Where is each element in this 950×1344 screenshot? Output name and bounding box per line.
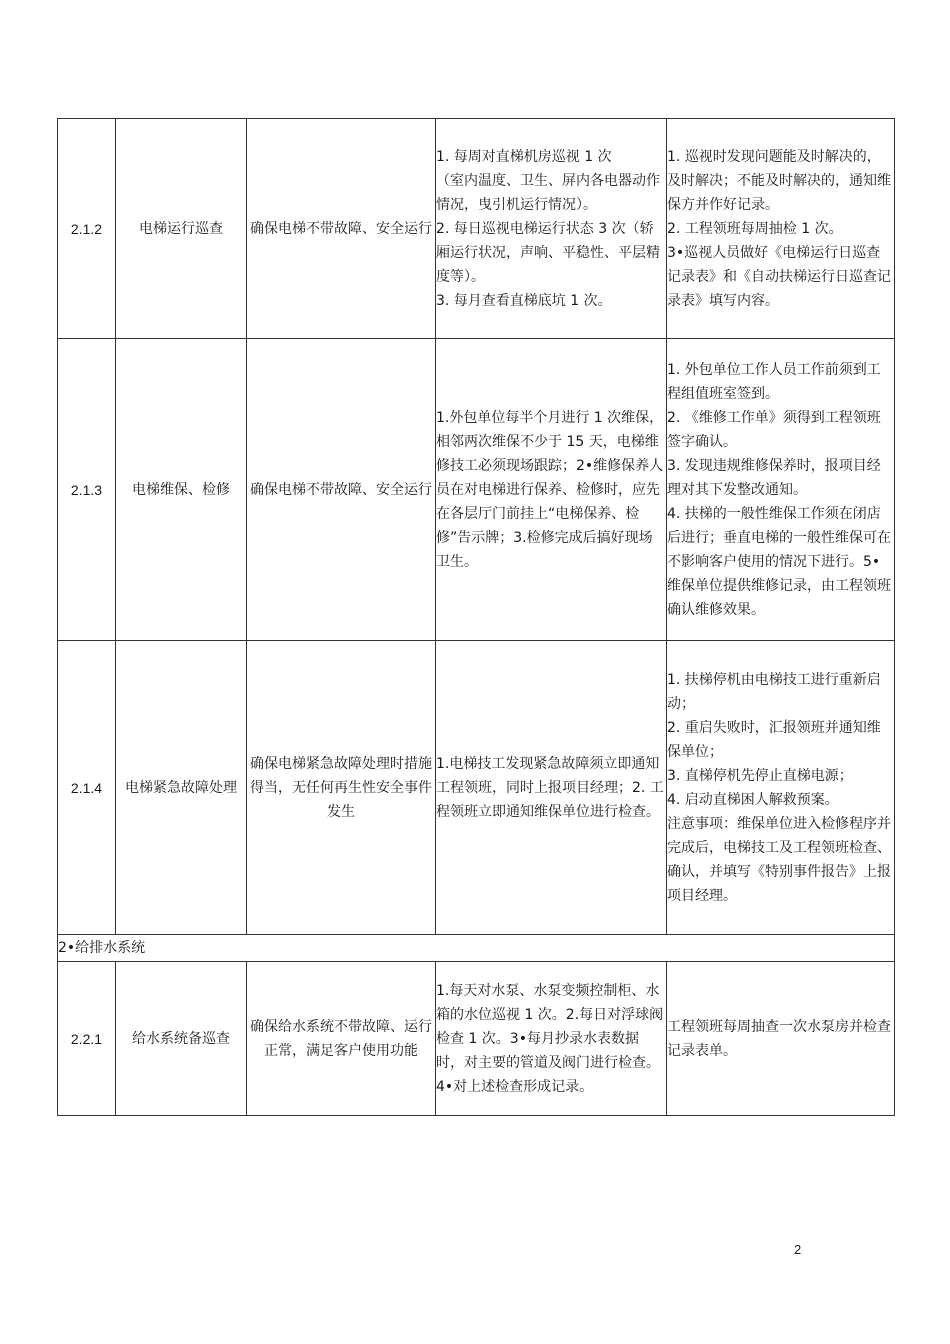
check-line: 2. 《维修工作单》须得到工程领班签字确认。 xyxy=(667,409,881,450)
item-standard xyxy=(436,641,667,935)
standard-line: 3. 每月查看直梯底坑 1 次。 xyxy=(436,292,612,309)
item-number: 2.1.3 xyxy=(58,339,116,641)
item-check xyxy=(667,339,895,641)
table-row xyxy=(58,962,895,1116)
page-number: 2 xyxy=(794,1242,802,1257)
item-goal: 确保给水系统不带故障、运行正常，满足客户使用功能 xyxy=(247,962,436,1116)
check-line: 2. 工程领班每周抽检 1 次。 xyxy=(667,220,843,237)
item-name: 电梯紧急故障处理 xyxy=(116,641,247,935)
item-number: 2.1.2 xyxy=(58,119,116,339)
item-check xyxy=(667,641,895,935)
item-goal: 确保电梯不带故障、安全运行 xyxy=(247,119,436,339)
standard-line: 1.电梯技工发现紧急故障须立即通知工程领班，同时上报项目经理；2. 工程领班立即通知维保单位进行检查。 xyxy=(436,755,664,820)
check-line: 4. 启动直梯困人解救预案。 xyxy=(667,791,839,808)
check-line: 工程领班每周抽查一次水泵房并检查记录表单。 xyxy=(667,1018,891,1059)
check-line: 3. 直梯停机先停止直梯电源； xyxy=(667,767,853,784)
item-name: 给水系统备巡查 xyxy=(116,962,247,1116)
check-line: 3. 发现违规维修保养时，报项目经理对其下发整改通知。 xyxy=(667,457,881,498)
standard-line: 1.每天对水泵、水泵变频控制柜、水箱的水位巡视 1 次。2.每日对浮球阀检查 1 次。3•每月抄录水表数据时，对主要的管道及阀门进行检查。4•对上述检查形成记录。 xyxy=(436,982,664,1095)
check-line: 1. 巡视时发现问题能及时解决的，及时解决；不能及时解决的，通知维保方并作好记录。 xyxy=(667,148,891,213)
item-standard xyxy=(436,119,667,339)
item-standard xyxy=(436,962,667,1116)
section-row xyxy=(58,935,895,962)
table-row xyxy=(58,119,895,339)
standard-line: 1.外包单位每半个月进行 1 次维保，相邻两次维保不少于 15 天，电梯维修技工必须现场跟踪；2•维修保养人员在对电梯进行保养、检修时，应先在各层厅门前挂上“电梯保养、检修”告示牌；3.检修完成后搞好现场卫生。 xyxy=(436,409,664,570)
item-name: 电梯维保、检修 xyxy=(116,339,247,641)
check-line: 2. 重启失败时，汇报领班并通知维保单位； xyxy=(667,719,881,760)
item-name: 电梯运行巡查 xyxy=(116,119,247,339)
table-row xyxy=(58,339,895,641)
table-row xyxy=(58,641,895,935)
check-line: 注意事项：维保单位进入检修程序并完成后，电梯技工及工程领班检查、确认，并填写《特别事件报告》上报项目经理。 xyxy=(667,815,891,904)
item-number: 2.1.4 xyxy=(58,641,116,935)
item-check xyxy=(667,119,895,339)
standard-line: 1. 每周对直梯机房巡视 1 次 xyxy=(436,148,612,165)
check-line: 1. 外包单位工作人员工作前须到工程组值班室签到。 xyxy=(667,361,881,402)
standard-line: 2. 每日巡视电梯运行状态 3 次（轿厢运行状况，声响、平稳性、平层精度等）。 xyxy=(436,220,660,285)
item-goal: 确保电梯不带故障、安全运行 xyxy=(247,339,436,641)
item-number: 2.2.1 xyxy=(58,962,116,1116)
item-standard xyxy=(436,339,667,641)
section-title: 2•给排水系统 xyxy=(58,935,895,962)
check-line: 3•巡视人员做好《电梯运行日巡查记录表》和《自动扶梯运行日巡查记录表》填写内容。 xyxy=(667,244,891,309)
standard-line: （室内温度、卫生、屏内各电器动作情况，曳引机运行情况）。 xyxy=(436,172,660,213)
check-line: 1. 扶梯停机由电梯技工进行重新启动； xyxy=(667,671,881,712)
standards-table xyxy=(57,118,895,1116)
item-check xyxy=(667,962,895,1116)
check-line: 4. 扶梯的一般性维保工作须在闭店后进行；垂直电梯的一般性维保可在不影响客户使用的情况下进行。5•维保单位提供维修记录，由工程领班确认维修效果。 xyxy=(667,505,891,618)
item-goal: 确保电梯紧急故障处理时措施得当，无任何再生性安全事件发生 xyxy=(247,641,436,935)
